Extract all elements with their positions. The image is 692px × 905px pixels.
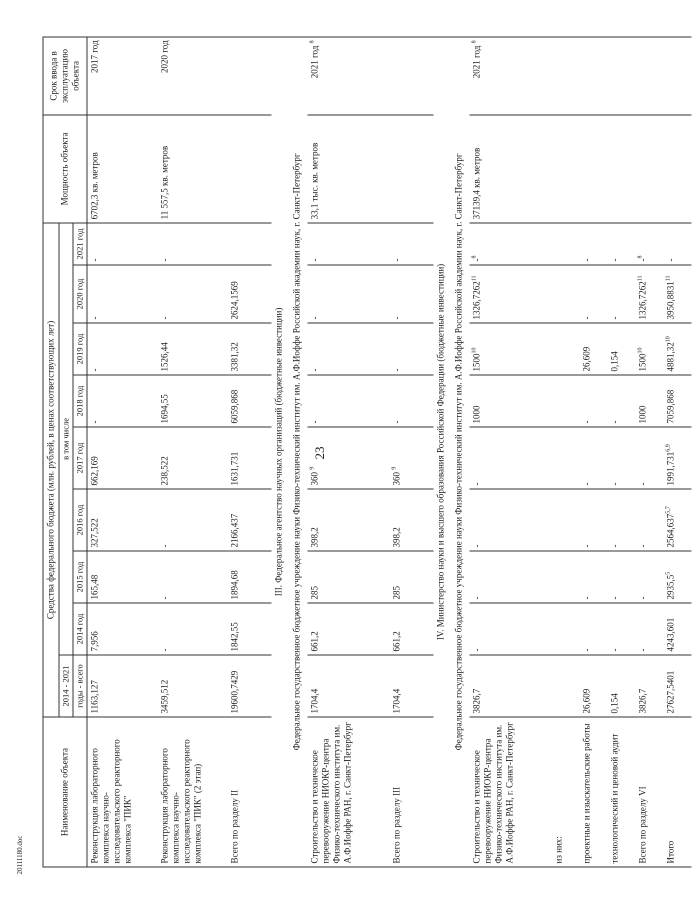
value-2020: -	[608, 265, 636, 323]
footnote-mark: 11	[471, 274, 478, 281]
object-name: проектные и изыскательские работы	[580, 717, 608, 867]
footnote-mark: 6,9	[665, 443, 672, 452]
value-2018: -	[87, 375, 158, 427]
value-2021: -	[158, 222, 228, 264]
footnote-mark: 10	[637, 347, 644, 353]
value-2014: 7,956	[87, 603, 158, 655]
header-capacity: Мощность объекта	[43, 114, 87, 222]
header-year-2019: 2019 год	[73, 323, 87, 375]
value-2021: -	[580, 222, 608, 264]
value-2017: 238,522	[158, 427, 228, 489]
value-2020: -	[390, 265, 434, 323]
value-2016: 398,2	[308, 489, 390, 551]
value-2017: -	[580, 427, 608, 489]
value-2018: -	[308, 375, 390, 427]
table-row	[580, 36, 608, 866]
table-row	[470, 36, 552, 866]
object-name: технологический и ценовой аудит	[608, 717, 636, 867]
deadline-value: 2017 год	[87, 36, 158, 114]
value-2020: -	[580, 265, 608, 323]
value-2015: -	[158, 551, 228, 603]
header-funds: Средства федерального бюджета (млн. рублей, в ценах соответствующих лет)	[43, 222, 59, 716]
value-2016: -	[636, 489, 664, 551]
value-2021	[228, 222, 272, 264]
section-title: IV. Министерство науки и высшего образования Российской Федерации (бюджетные инвестиции)	[434, 36, 452, 866]
header-deadline: Срок ввода в эксплуатацию объекта	[43, 36, 87, 114]
footnote-mark: 5,7	[665, 505, 672, 514]
value-2018: -	[390, 375, 434, 427]
rotated-page-content	[43, 37, 676, 867]
header-year-2017: 2017 год	[73, 427, 87, 489]
section-title-row	[272, 36, 290, 866]
table-row-subheading	[552, 36, 580, 866]
object-name: Реконструкция лабораторного комплекса научно-исследовательского реакторного комплекса "ПИК"	[87, 717, 158, 867]
value-2021: -	[664, 222, 692, 264]
value-2019: 4881,32$^{10}$	[664, 323, 692, 375]
grand-total-label: Итого	[664, 717, 692, 867]
total-value: 19600,7429	[228, 655, 272, 717]
total-value: 1704,4	[308, 655, 390, 717]
value-2016: 398,2	[390, 489, 434, 551]
value-2018: 7059,868	[664, 375, 692, 427]
table-row	[308, 36, 390, 866]
total-value: 0,154	[608, 655, 636, 717]
institution-row	[290, 36, 308, 866]
header-year-2020: 2020 год	[73, 265, 87, 323]
object-name: Строительство и техническое перевооружение НИОКР-центра Физико-технического института им. А.Ф.Иоффе РАН, г. Санкт-Петербург	[308, 717, 390, 867]
value-2016: -	[158, 489, 228, 551]
value-2014: 4243,601	[664, 603, 692, 655]
value-2017: -	[636, 427, 664, 489]
institution-row	[452, 36, 470, 866]
total-value: 26,609	[580, 655, 608, 717]
value-2015: -	[470, 551, 552, 603]
capacity-value: 11 557,5 кв. метров	[158, 114, 228, 222]
value-2014: -	[470, 603, 552, 655]
budget-table	[43, 36, 692, 867]
value-2015: 2935,5$^5$	[664, 551, 692, 603]
value-2021: -$^8$	[470, 222, 552, 264]
value-2018: 6059,868	[228, 375, 272, 427]
capacity-value: 33,1 тыс. кв. метров	[308, 114, 390, 222]
value-2014: 1842,55	[228, 603, 272, 655]
section-title-row	[434, 36, 452, 866]
value-2018: 1000	[470, 375, 552, 427]
header-total-label: годы - всего	[73, 655, 87, 717]
deadline-value: 2020 год	[158, 36, 228, 114]
value-2019: 1500$^{10}$	[470, 323, 552, 375]
institution-name: Федеральное государственное бюджетное учреждение науки Физико-технический институт им. А.Ф.Иоффе Российской академии наук, г. Санкт-Петербург	[452, 36, 470, 866]
value-2021: -	[608, 222, 636, 264]
total-value: 3459,512	[158, 655, 228, 717]
footnote-mark: 11	[665, 274, 672, 281]
object-name: Реконструкция лабораторного комплекса научно-исследовательского реакторного комплекса "ПИК" (2 этап)	[158, 717, 228, 867]
header-including: в том числе	[59, 222, 73, 654]
table-row-total	[636, 36, 664, 866]
table-row	[608, 36, 636, 866]
page-number: 23	[312, 446, 327, 460]
total-value: 1704,4	[390, 655, 434, 717]
value-2016: 2564,637$^{5,7}$	[664, 489, 692, 551]
value-2014: -	[608, 603, 636, 655]
header-year-2016: 2016 год	[73, 489, 87, 551]
value-2016: 2166,437	[228, 489, 272, 551]
value-2017: 360 $^9$	[390, 427, 434, 489]
value-2015: 285	[390, 551, 434, 603]
value-2015: -	[580, 551, 608, 603]
header-year-2018: 2018 год	[73, 375, 87, 427]
footnote-mark: 10	[471, 347, 478, 353]
footnote-mark: 8	[309, 39, 316, 43]
total-label: Всего по разделу III	[390, 717, 434, 867]
value-2020: 1326,7262$^{11}$	[470, 265, 552, 323]
table-row-total	[390, 36, 434, 866]
footnote-mark: 9	[391, 466, 398, 470]
file-name: 20111180.doc	[16, 835, 24, 875]
value-2017: -	[470, 427, 552, 489]
value-2017: 360 $^9$	[308, 427, 390, 489]
value-2020: 2624,1569	[228, 265, 272, 323]
section-title: III. Федеральное агентство научных организаций (бюджетные инвестиции)	[272, 36, 290, 866]
deadline-value: 2021 год $^8$	[470, 36, 552, 114]
header-year-2021: 2021 год	[73, 222, 87, 264]
value-2021: -	[390, 222, 434, 264]
table-row	[158, 36, 228, 866]
institution-name: Федеральное государственное бюджетное учреждение науки Физико-технический институт им. А.Ф.Иоффе Российской академии наук, г. Санкт-Петербург	[290, 36, 308, 866]
footnote-mark: 8	[471, 39, 478, 43]
value-2021: -	[87, 222, 158, 264]
total-value: 27627,5401	[664, 655, 692, 717]
value-2018: -	[608, 375, 636, 427]
value-2017: 1991,731$^{6,9}$	[664, 427, 692, 489]
value-2015: 165,48	[87, 551, 158, 603]
value-2014: 661,2	[390, 603, 434, 655]
value-2017: -	[608, 427, 636, 489]
value-2015: 285	[308, 551, 390, 603]
header-total-years: 2014 - 2021	[59, 655, 73, 717]
total-value: 1163,127	[87, 655, 158, 717]
value-2020: 3950,8831$^{11}$	[664, 265, 692, 323]
value-2019: -	[87, 323, 158, 375]
value-2020: -	[87, 265, 158, 323]
value-2020: -	[308, 265, 390, 323]
value-2015: -	[608, 551, 636, 603]
capacity-value: 37139,4 кв. метров	[470, 114, 552, 222]
value-2016: -	[470, 489, 552, 551]
value-2018: 1694,55	[158, 375, 228, 427]
value-2016: -	[580, 489, 608, 551]
header-name: Наименование объекта	[43, 717, 87, 867]
object-name: Строительство и техническое перевооружение НИОКР-центра Физико-технического института им. А.Ф.Иоффе РАН, г. Санкт-Петербург	[470, 717, 552, 867]
value-2015: -	[636, 551, 664, 603]
footnote-mark: 11	[637, 274, 644, 281]
total-label: Всего по разделу VI	[636, 717, 664, 867]
value-2016: -	[608, 489, 636, 551]
capacity-value: 6702,3 кв. метров	[87, 114, 158, 222]
header-year-2015: 2015 год	[73, 551, 87, 603]
total-value: 3826,7	[470, 655, 552, 717]
table-row	[87, 36, 158, 866]
total-value: 3826,7	[636, 655, 664, 717]
value-2019: 0,154	[608, 323, 636, 375]
total-label: Всего по разделу II	[228, 717, 272, 867]
value-2014: -	[580, 603, 608, 655]
value-2014: 661,2	[308, 603, 390, 655]
footnote-mark: 10	[665, 335, 672, 342]
table-row-grand-total	[664, 36, 692, 866]
value-2014: -	[158, 603, 228, 655]
value-2019: -	[308, 323, 390, 375]
value-2019: 26,609	[580, 323, 608, 375]
value-2018: 1000	[636, 375, 664, 427]
footnote-mark: 8	[471, 255, 478, 258]
value-2021: -$^8$	[636, 222, 664, 264]
of-which-label: из них:	[552, 717, 580, 867]
value-2019: -	[390, 323, 434, 375]
footnote-mark: 8	[637, 255, 644, 258]
value-2020: 1326,7262$^{11}$	[636, 265, 664, 323]
value-2017: 1631,731	[228, 427, 272, 489]
value-2019: 3381,32	[228, 323, 272, 375]
value-2020: -	[158, 265, 228, 323]
value-2019: 1526,44	[158, 323, 228, 375]
deadline-value: 2021 год $^8$	[308, 36, 390, 114]
header-year-2014: 2014 год	[73, 603, 87, 655]
value-2018: -	[580, 375, 608, 427]
footnote-mark: 9	[309, 466, 316, 470]
value-2021: -	[308, 222, 390, 264]
value-2014: -	[636, 603, 664, 655]
value-2016: 327,522	[87, 489, 158, 551]
footnote-mark: 5	[665, 571, 672, 575]
value-2019: 1500$^{10}$	[636, 323, 664, 375]
value-2017: 662,169	[87, 427, 158, 489]
value-2015: 1894,68	[228, 551, 272, 603]
table-row-total	[228, 36, 272, 866]
